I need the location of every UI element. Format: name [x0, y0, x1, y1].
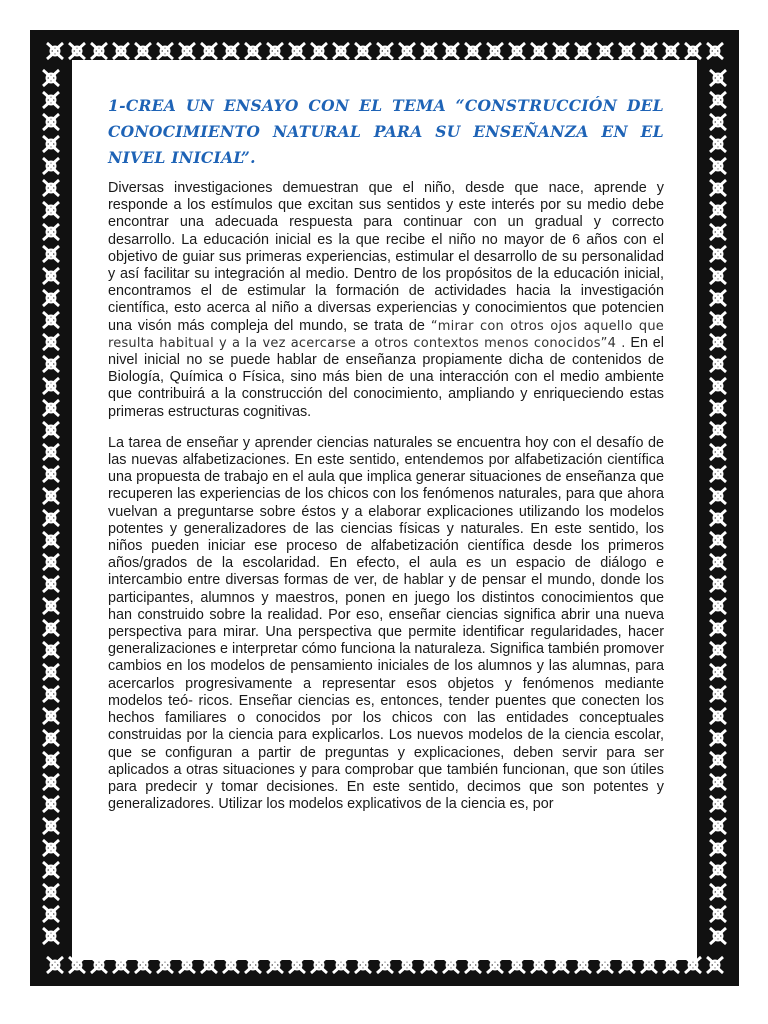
paragraph-2: La tarea de enseñar y aprender ciencias naturales se encuentra hoy con el desafío de las nuevas alfabetizaciones. En este sentido, entendemos por alfabetización científica una propuesta de trabajo en el aula que implica generar situaciones de enseñanza que recuperen las experiencias de los chicos con los fenómenos naturales, para que ahora vuelvan a preguntarse sobre éstos y a elaborar explicaciones utilizando los modelos potentes y generalizadores de las ciencias físicas y naturales. En este sentido, los niños pueden iniciar ese proceso de alfabetización científica desde los primeros años/grados de la escolaridad. En efecto, el aula es un espacio de diálogo e intercambio entre diversas formas de ver, de hablar y de pensar el mundo, donde los participantes, alumnos y maestros, ponen en juego los distintos conocimientos que han construido sobre la realidad. Por eso, enseñar ciencias significa abrir una nueva perspectiva para mirar. Una perspectiva que permite identificar regularidades, hacer generalizaciones e interpretar cómo funciona la naturaleza. Significa también promover cambios en los modelos de pensamiento iniciales de los alumnos y las alumnas, para acercarlos progresivamente a representar esos objetos y fenómenos mediante modelos teó- ricos. Enseñar ciencias es, entonces, tender puentes que conecten los hechos familiares o conocidos por los chicos con las entidades conceptuales construidas por la ciencia para explicarlos. Los nuevos modelos de la ciencia escolar, que se configuran a partir de preguntas y explicaciones, deben servir para ser aplicados a otras situaciones y para comprobar que también funcionan, que son útiles para predecir y tomar decisiones. En este sentido, decimos que son potentes y generalizadores. Utilizar los modelos explicativos de la ciencia es, por	[108, 434, 664, 813]
essay-body	[108, 180, 664, 827]
paragraph-1	[108, 180, 664, 421]
paragraph-1-quote: “mirar con otros ojos aquello que resulta habitual y a la vez acercarse a otros contextos menos conocidos”4 .	[108, 318, 664, 351]
paragraph-1-text-a: Diversas investigaciones demuestran que el niño, desde que nace, aprende y responde a los estímulos que excitan sus sentidos y este interés por su medio debe encontrar una adecuada respuesta para continuar con un gradual y correcto desarrollo. La educación inicial es la que recibe el niño no mayor de 6 años con el objetivo de guiar sus primeras experiencias, estimular el desarrollo de su personalidad y así facilitar su integración al medio. Dentro de los propósitos de la educación inicial, encontramos el de estimular la formación de actividades hacia la investigación científica, esto acerca al niño a diversas experiencias y conocimientos que potencien una visón más compleja del mundo, se trata de	[108, 180, 664, 334]
essay-title: 1-CREA UN ENSAYO CON EL TEMA “CONSTRUCCIÓN DEL CONOCIMIENTO NATURAL PARA SU ENSEÑANZA EN EL NIVEL INICIAL”.	[108, 96, 664, 167]
paragraph-1-text-b: En el nivel inicial no se puede hablar de enseñanza propiamente dicha de contenidos de Biología, Química o Física, sino más bien de una interacción con el medio ambiente que contribuirá a la construcción del conocimiento, ampliando y enriqueciendo estas primeras estructuras cognitivas.	[108, 334, 664, 420]
